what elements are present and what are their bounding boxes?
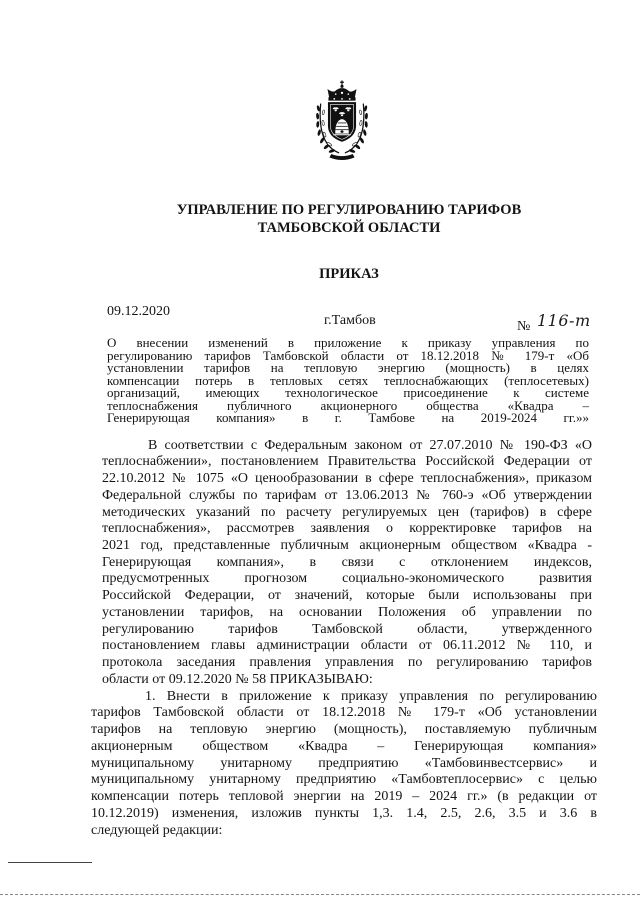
body-line: тарифов Тамбовской области от 18.12.2018 № 179-т «Об установлении [91, 705, 597, 721]
scan-artifact-line [8, 862, 92, 863]
body-line: установлении тарифов, на основании Положения об управлении по [102, 604, 592, 620]
body-line: постановлением главы администрации области от 06.11.2012 № 110, и [102, 638, 592, 654]
body-line: Российской Федерации, от значений, которые были использованы при [102, 588, 592, 604]
organization-name-line-1: УПРАВЛЕНИЕ ПО РЕГУЛИРОВАНИЮ ТАРИФОВ [176, 202, 522, 218]
document-subject [107, 337, 589, 425]
subject-line: теплоснабжения публичного акционерного общества «Квадра – [107, 397, 589, 413]
body-line: области от 09.12.2020 № 58 ПРИКАЗЫВАЮ: [102, 671, 373, 687]
body-line: тарифов на тепловую энергию (мощность), поставляемую публичным [91, 722, 597, 738]
body-line: Генерирующая компания», в связи с отклонением индексов, [102, 554, 592, 570]
body-line: предусмотренных прогнозом социально-экономического развития [102, 571, 592, 587]
body-line: теплоснабжении», постановлением Правительства Российской Федерации от [102, 454, 592, 470]
organization-name-line-2: ТАМБОВСКОЙ ОБЛАСТИ [257, 220, 441, 236]
subject-line: установлении тарифов на тепловую энергию (мощность) в целях [107, 360, 589, 375]
body-line: методических указаний по расчету регулируемых цен (тарифов) в сфере [102, 504, 592, 520]
document-type-title: ПРИКАЗ [319, 266, 379, 282]
body-line: муниципальному унитарному предприятию «Тамбовтеплосервис» с целью [91, 772, 597, 788]
document-number-handwritten: 116-т [537, 311, 591, 330]
body-line: следующей редакции: [91, 822, 223, 838]
document-city: г.Тамбов [324, 313, 376, 328]
body-line: 10.12.2019) изменения, изложив пункты 1,3. 1.4, 2.5, 2.6, 3.5 и 3.6 в [91, 805, 597, 821]
emblem-crown [327, 80, 356, 100]
body-line: теплоснабжения», рассмотрев заявления о корректировке тарифов на [102, 521, 592, 537]
body-line: протокола заседания правления управления по регулированию тарифов [102, 655, 592, 671]
body-line: акционерным обществом «Квадра – Генерирующая компания» [91, 738, 597, 754]
coat-of-arms-emblem [311, 80, 373, 162]
body-paragraph-item-1 [91, 689, 597, 840]
document-date: 09.12.2020 [107, 304, 170, 319]
body-line: 22.10.2012 № 1075 «О ценообразовании в сфере теплоснабжения», приказом [102, 471, 592, 487]
subject-line: компенсации потерь в тепловых сетях теплоснабжающих (теплосетевых) [107, 372, 589, 388]
body-line: муниципальному унитарному предприятию «Тамбовинвестсервис» и [91, 755, 597, 771]
subject-line: Генерирующая компания» в г. Тамбове на 2019-2024 гг.»» [107, 410, 589, 425]
subject-line: организаций, имеющих технологическое присоединение к системе [107, 385, 589, 400]
body-paragraph-preamble [102, 438, 592, 689]
body-line: регулированию тарифов Тамбовской области, утвержденного [102, 621, 592, 637]
body-line: 1. Внести в приложение к приказу управления по регулированию [145, 688, 597, 704]
document-number-sign: № [517, 319, 531, 334]
subject-line: регулированию тарифов Тамбовской области от 18.12.2018 № 179-т «Об [107, 347, 589, 363]
scan-artifact-line [0, 894, 640, 895]
subject-line: О внесении изменений в приложение к приказу управления по [107, 335, 589, 350]
body-line: Федеральной службы по тарифам от 13.06.2013 № 760-э «Об утверждении [102, 487, 592, 503]
body-line: компенсации потерь тепловой энергии на 2019 – 2024 гг.» (в редакции от [91, 789, 597, 805]
body-line: В соответствии с Федеральным законом от 27.07.2010 № 190-ФЗ «О [148, 437, 592, 453]
emblem-ribbon [329, 154, 354, 160]
body-line: 2021 год, представленные публичным акционерным обществом «Квадра - [102, 538, 592, 553]
